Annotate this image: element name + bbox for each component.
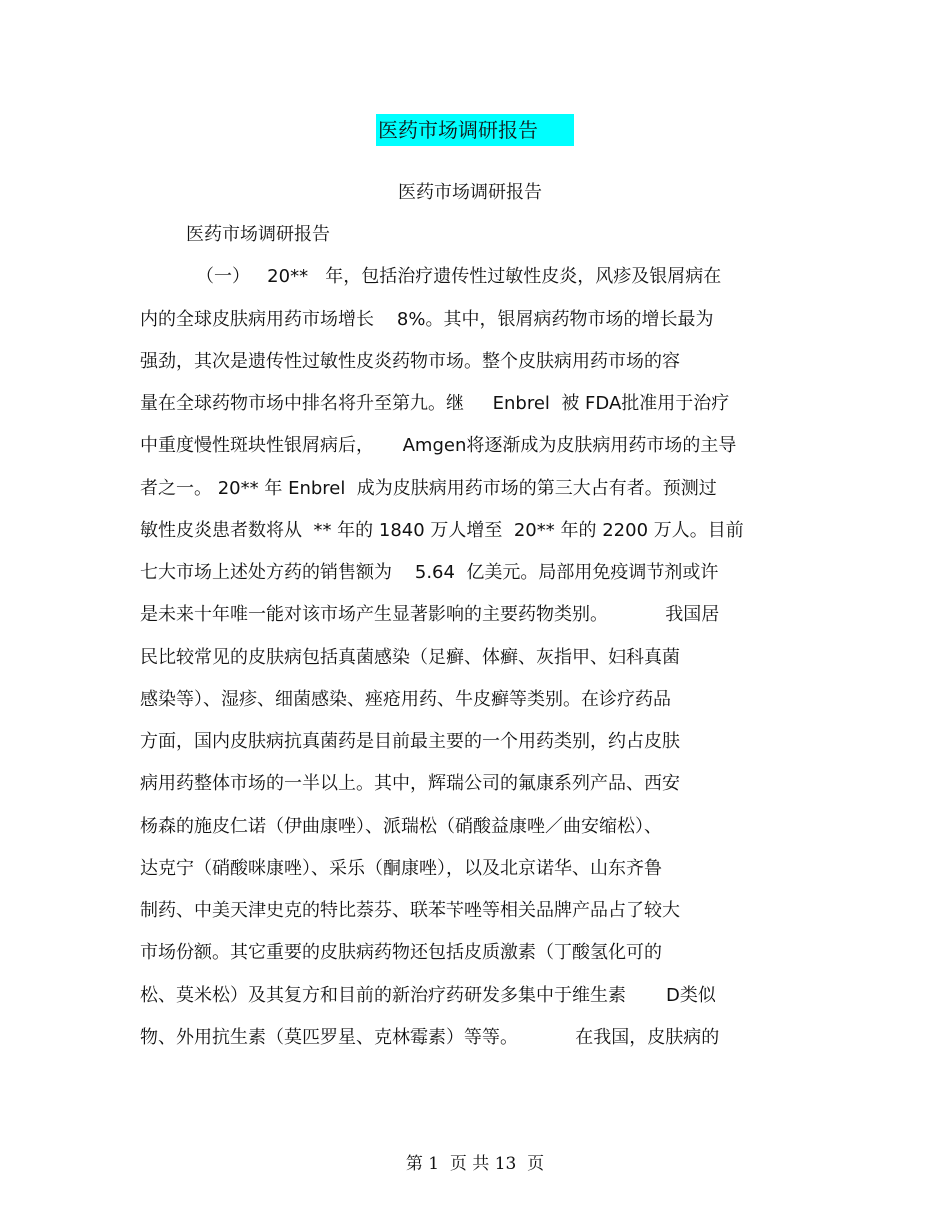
paragraph-line: 达克宁（硝酸咪康唑）、采乐（酮康唑），以及北京诺华、山东齐鲁	[140, 858, 662, 879]
paragraph-line: 七大市场上述处方药的销售额为 5.64 亿美元。局部用免疫调节剂或许	[140, 562, 719, 583]
paragraph-line: 方面，国内皮肤病抗真菌药是目前最主要的一个用药类别，约占皮肤	[140, 731, 680, 752]
paragraph-line: 是未来十年唯一能对该市场产生显著影响的主要药物类别。 我国居	[140, 604, 720, 625]
paragraph-line: 制药、中美天津史克的特比萘芬、联苯苄唑等相关品牌产品占了较大	[140, 900, 680, 921]
paragraph-line: 感染等）、湿疹、细菌感染、痤疮用药、牛皮癣等类别。在诊疗药品	[140, 689, 671, 710]
paragraph-line: 松、莫米松）及其复方和目前的新治疗药研发多集中于维生素 D类似	[140, 985, 716, 1006]
paragraph-line: 敏性皮炎患者数将从 ** 年的 1840 万人增至 20** 年的 2200 万人。目前	[140, 520, 744, 541]
paragraph-line: 者之一。 20** 年 Enbrel 成为皮肤病用药市场的第三大占有者。预测过	[140, 478, 717, 499]
paragraph-line: 物、外用抗生素（莫匹罗星、克林霉素）等等。 在我国，皮肤病的	[140, 1027, 720, 1048]
paragraph-line: 强劲，其次是遗传性过敏性皮炎药物市场。整个皮肤病用药市场的容	[140, 351, 680, 372]
heading-line: 医药市场调研报告	[186, 224, 330, 245]
document-subtitle: 医药市场调研报告	[398, 182, 542, 203]
document-title: 医药市场调研报告	[376, 114, 574, 146]
paragraph-line: 量在全球药物市场中排名将升至第九。继 Enbrel 被 FDA批准用于治疗	[140, 393, 730, 414]
paragraph-line: 杨森的施皮仁诺（伊曲康唑）、派瑞松（硝酸益康唑／曲安缩松）、	[140, 816, 662, 837]
page-number-footer: 第 1 页 共 13 页	[405, 1154, 545, 1174]
paragraph-line: 内的全球皮肤病用药市场增长 8%。其中，银屑病药物市场的增长最为	[140, 309, 714, 330]
paragraph-line: （一） 20** 年，包括治疗遗传性过敏性皮炎，风疹及银屑病在	[196, 266, 722, 287]
paragraph-line: 民比较常见的皮肤病包括真菌感染（足癣、体癣、灰指甲、妇科真菌	[140, 647, 680, 668]
paragraph-line: 病用药整体市场的一半以上。其中，辉瑞公司的氟康系列产品、西安	[140, 773, 680, 794]
paragraph-line: 中重度慢性斑块性银屑病后， Amgen将逐渐成为皮肤病用药市场的主导	[140, 435, 737, 456]
paragraph-line: 市场份额。其它重要的皮肤病药物还包括皮质激素（丁酸氢化可的	[140, 942, 662, 963]
